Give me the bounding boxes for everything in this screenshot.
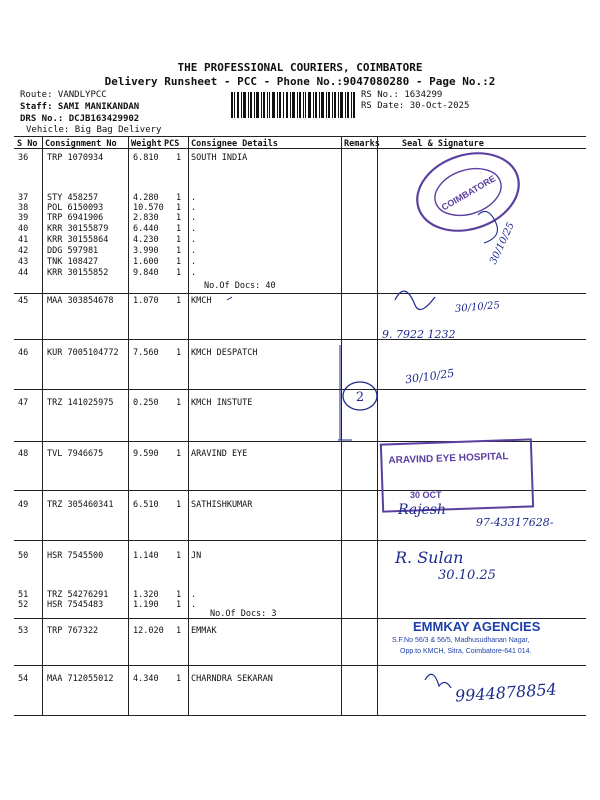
row-weight: 9.590 bbox=[133, 449, 159, 459]
col-divider bbox=[188, 136, 189, 716]
oct-stamp-mark: 30 OCT bbox=[410, 490, 442, 500]
row-sno: 52 bbox=[18, 600, 29, 610]
row-consignee: . bbox=[191, 600, 197, 610]
row-pcs: 1 bbox=[176, 551, 182, 561]
row-consignee: EMMAK bbox=[191, 626, 217, 636]
handwritten-signature: Rajesh bbox=[398, 502, 447, 518]
row-consignment-no: POL 6150093 bbox=[47, 203, 104, 213]
row-consignee: . bbox=[191, 193, 197, 203]
row-consignee: KMCH DESPATCH bbox=[191, 348, 258, 358]
row-separator bbox=[14, 339, 586, 340]
col-header-weight: Weight bbox=[131, 139, 162, 149]
row-weight: 10.570 bbox=[133, 203, 164, 213]
handwritten-signature: R. Sulan bbox=[395, 548, 464, 567]
company-title: THE PROFESSIONAL COURIERS, COIMBATORE bbox=[177, 61, 423, 74]
row-sno: 51 bbox=[18, 590, 29, 600]
row-consignee: KMCH bbox=[191, 296, 212, 306]
row-pcs: 1 bbox=[176, 153, 182, 163]
row-pcs: 1 bbox=[176, 626, 182, 636]
row-pcs: 1 bbox=[176, 193, 182, 203]
row-pcs: 1 bbox=[176, 600, 182, 610]
row-consignment-no: TRP 6941906 bbox=[47, 213, 104, 223]
row-weight: 4.280 bbox=[133, 193, 159, 203]
row-consignee: . bbox=[191, 257, 197, 267]
row-consignment-no: TRZ 54276291 bbox=[47, 590, 109, 600]
handwritten-phone: 9944878854 bbox=[454, 679, 558, 706]
row-consignment-no: TRZ 305460341 bbox=[47, 500, 114, 510]
handwritten-date: 30/10/25 bbox=[454, 300, 501, 315]
row-consignment-no: KRR 30155864 bbox=[47, 235, 109, 245]
row-pcs: 1 bbox=[176, 268, 182, 278]
row-consignment-no: TRZ 141025975 bbox=[47, 398, 114, 408]
row-consignee: JN bbox=[191, 551, 202, 561]
col-header-seal: Seal & Signature bbox=[402, 139, 484, 149]
aravind-stamp-text: ARAVIND EYE HOSPITAL bbox=[388, 451, 509, 467]
row-pcs: 1 bbox=[176, 235, 182, 245]
row-consignee: ARAVIND EYE bbox=[191, 449, 248, 459]
row-sno: 49 bbox=[18, 500, 29, 510]
circled-number-mark bbox=[340, 379, 380, 413]
row-consignment-no: KUR 7005104772 bbox=[47, 348, 119, 358]
row-weight: 3.990 bbox=[133, 246, 159, 256]
row-sno: 48 bbox=[18, 449, 29, 459]
row-weight: 12.020 bbox=[133, 626, 164, 636]
doc-count-group1: No.Of Docs: 40 bbox=[204, 281, 276, 291]
row-pcs: 1 bbox=[176, 590, 182, 600]
row-sno: 54 bbox=[18, 674, 29, 684]
col-divider bbox=[128, 136, 129, 716]
row-consignee: KMCH INSTUTE bbox=[191, 398, 253, 408]
row-pcs: 1 bbox=[176, 257, 182, 267]
row-sno: 40 bbox=[18, 224, 29, 234]
row-sno: 38 bbox=[18, 203, 29, 213]
emmkay-stamp-name: EMMKAY AGENCIES bbox=[413, 619, 541, 634]
row-consignee: . bbox=[191, 203, 197, 213]
row-pcs: 1 bbox=[176, 296, 182, 306]
rs-date: RS Date: 30-Oct-2025 bbox=[361, 101, 470, 111]
vehicle-label: Vehicle: Big Bag Delivery bbox=[26, 125, 162, 135]
row-consignment-no: TRP 1070934 bbox=[47, 153, 104, 163]
col-divider bbox=[42, 136, 43, 716]
row-weight: 6.440 bbox=[133, 224, 159, 234]
row-consignee: SOUTH INDIA bbox=[191, 153, 248, 163]
row-weight: 1.600 bbox=[133, 257, 159, 267]
row-separator bbox=[14, 389, 586, 390]
col-header-remarks: Remarks bbox=[344, 139, 380, 149]
doc-count-group2: No.Of Docs: 3 bbox=[210, 609, 277, 619]
row-sno: 41 bbox=[18, 235, 29, 245]
row-consignee: . bbox=[191, 246, 197, 256]
row-weight: 9.840 bbox=[133, 268, 159, 278]
circled-number: 2 bbox=[355, 390, 365, 405]
row-consignee: . bbox=[191, 224, 197, 234]
emmkay-stamp-address: S.F.No 56/3 & 56/5, Madhusudhanan Nagar, bbox=[392, 637, 530, 644]
row-weight: 1.320 bbox=[133, 590, 159, 600]
row-consignment-no: KRR 30155879 bbox=[47, 224, 109, 234]
row-consignee: . bbox=[191, 235, 197, 245]
handwritten-date: 30/10/25 bbox=[404, 366, 456, 387]
row-sno: 42 bbox=[18, 246, 29, 256]
row-weight: 6.510 bbox=[133, 500, 159, 510]
row-weight: 4.340 bbox=[133, 674, 159, 684]
row-sno: 50 bbox=[18, 551, 29, 561]
table-top-rule bbox=[14, 136, 586, 137]
rs-number: RS No.: 1634299 bbox=[361, 90, 443, 100]
row-weight: 6.810 bbox=[133, 153, 159, 163]
staff-label: Staff: SAMI MANIKANDAN bbox=[20, 102, 140, 112]
row-pcs: 1 bbox=[176, 449, 182, 459]
row-sno: 44 bbox=[18, 268, 29, 278]
row-consignee: SATHISHKUMAR bbox=[191, 500, 253, 510]
route-label: Route: VANDLYPCC bbox=[20, 90, 107, 100]
row-sno: 43 bbox=[18, 257, 29, 267]
col-divider bbox=[377, 136, 378, 716]
row-consignment-no: MAA 303854678 bbox=[47, 296, 114, 306]
row-sno: 36 bbox=[18, 153, 29, 163]
row-consignment-no: MAA 712055012 bbox=[47, 674, 114, 684]
row-consignee: . bbox=[191, 213, 197, 223]
row-sno: 45 bbox=[18, 296, 29, 306]
row-consignment-no: TNK 108427 bbox=[47, 257, 99, 267]
row-weight: 1.070 bbox=[133, 296, 159, 306]
row-sno: 46 bbox=[18, 348, 29, 358]
row-pcs: 1 bbox=[176, 224, 182, 234]
row-weight: 4.230 bbox=[133, 235, 159, 245]
row-pcs: 1 bbox=[176, 398, 182, 408]
row-separator bbox=[14, 540, 586, 541]
row-separator bbox=[14, 665, 586, 666]
handwritten-date: 30.10.25 bbox=[438, 568, 496, 583]
col-header-pcs: PCS bbox=[164, 139, 180, 149]
row-sno: 53 bbox=[18, 626, 29, 636]
col-divider bbox=[341, 136, 342, 716]
row-pcs: 1 bbox=[176, 674, 182, 684]
row-separator bbox=[14, 293, 586, 294]
barcode-image bbox=[231, 92, 355, 118]
row-pcs: 1 bbox=[176, 203, 182, 213]
row-weight: 1.190 bbox=[133, 600, 159, 610]
col-header-consignee: Consignee Details bbox=[191, 139, 278, 149]
drs-label: DRS No.: DCJB163429902 bbox=[20, 114, 140, 124]
row-pcs: 1 bbox=[176, 500, 182, 510]
row-consignment-no: HSR 7545483 bbox=[47, 600, 104, 610]
row-sno: 47 bbox=[18, 398, 29, 408]
row-weight: 2.830 bbox=[133, 213, 159, 223]
row-pcs: 1 bbox=[176, 246, 182, 256]
round-stamp-text: COIMBATORE bbox=[439, 173, 498, 213]
row-consignee: CHARNDRA SEKARAN bbox=[191, 674, 273, 684]
row-consignment-no: DDG 597981 bbox=[47, 246, 99, 256]
handwritten-phone: 97-43317628- bbox=[476, 516, 554, 529]
row-pcs: 1 bbox=[176, 348, 182, 358]
table-bottom-rule bbox=[14, 715, 586, 716]
row-consignment-no: KRR 30155852 bbox=[47, 268, 109, 278]
col-header-sno: S No bbox=[17, 139, 38, 149]
row-consignee: . bbox=[191, 268, 197, 278]
handwritten-date: 30/10/25 bbox=[487, 220, 517, 267]
row-weight: 7.560 bbox=[133, 348, 159, 358]
row-weight: 1.140 bbox=[133, 551, 159, 561]
runsheet-subtitle: Delivery Runsheet - PCC - Phone No.:9047080280 - Page No.:2 bbox=[104, 75, 496, 88]
col-header-consignment: Consignment No bbox=[45, 139, 117, 149]
handwritten-phone: 9. 7922 1232 bbox=[382, 328, 456, 341]
row-consignee: . bbox=[191, 590, 197, 600]
row-sno: 39 bbox=[18, 213, 29, 223]
row-consignment-no: HSR 7545500 bbox=[47, 551, 104, 561]
row-consignment-no: STY 458257 bbox=[47, 193, 99, 203]
row-pcs: 1 bbox=[176, 213, 182, 223]
emmkay-stamp-address: Opp.to KMCH, Sitra, Coimbatore-641 014. bbox=[400, 648, 532, 655]
row-weight: 0.250 bbox=[133, 398, 159, 408]
row-sno: 37 bbox=[18, 193, 29, 203]
row-consignment-no: TRP 767322 bbox=[47, 626, 99, 636]
row-consignment-no: TVL 7946675 bbox=[47, 449, 104, 459]
